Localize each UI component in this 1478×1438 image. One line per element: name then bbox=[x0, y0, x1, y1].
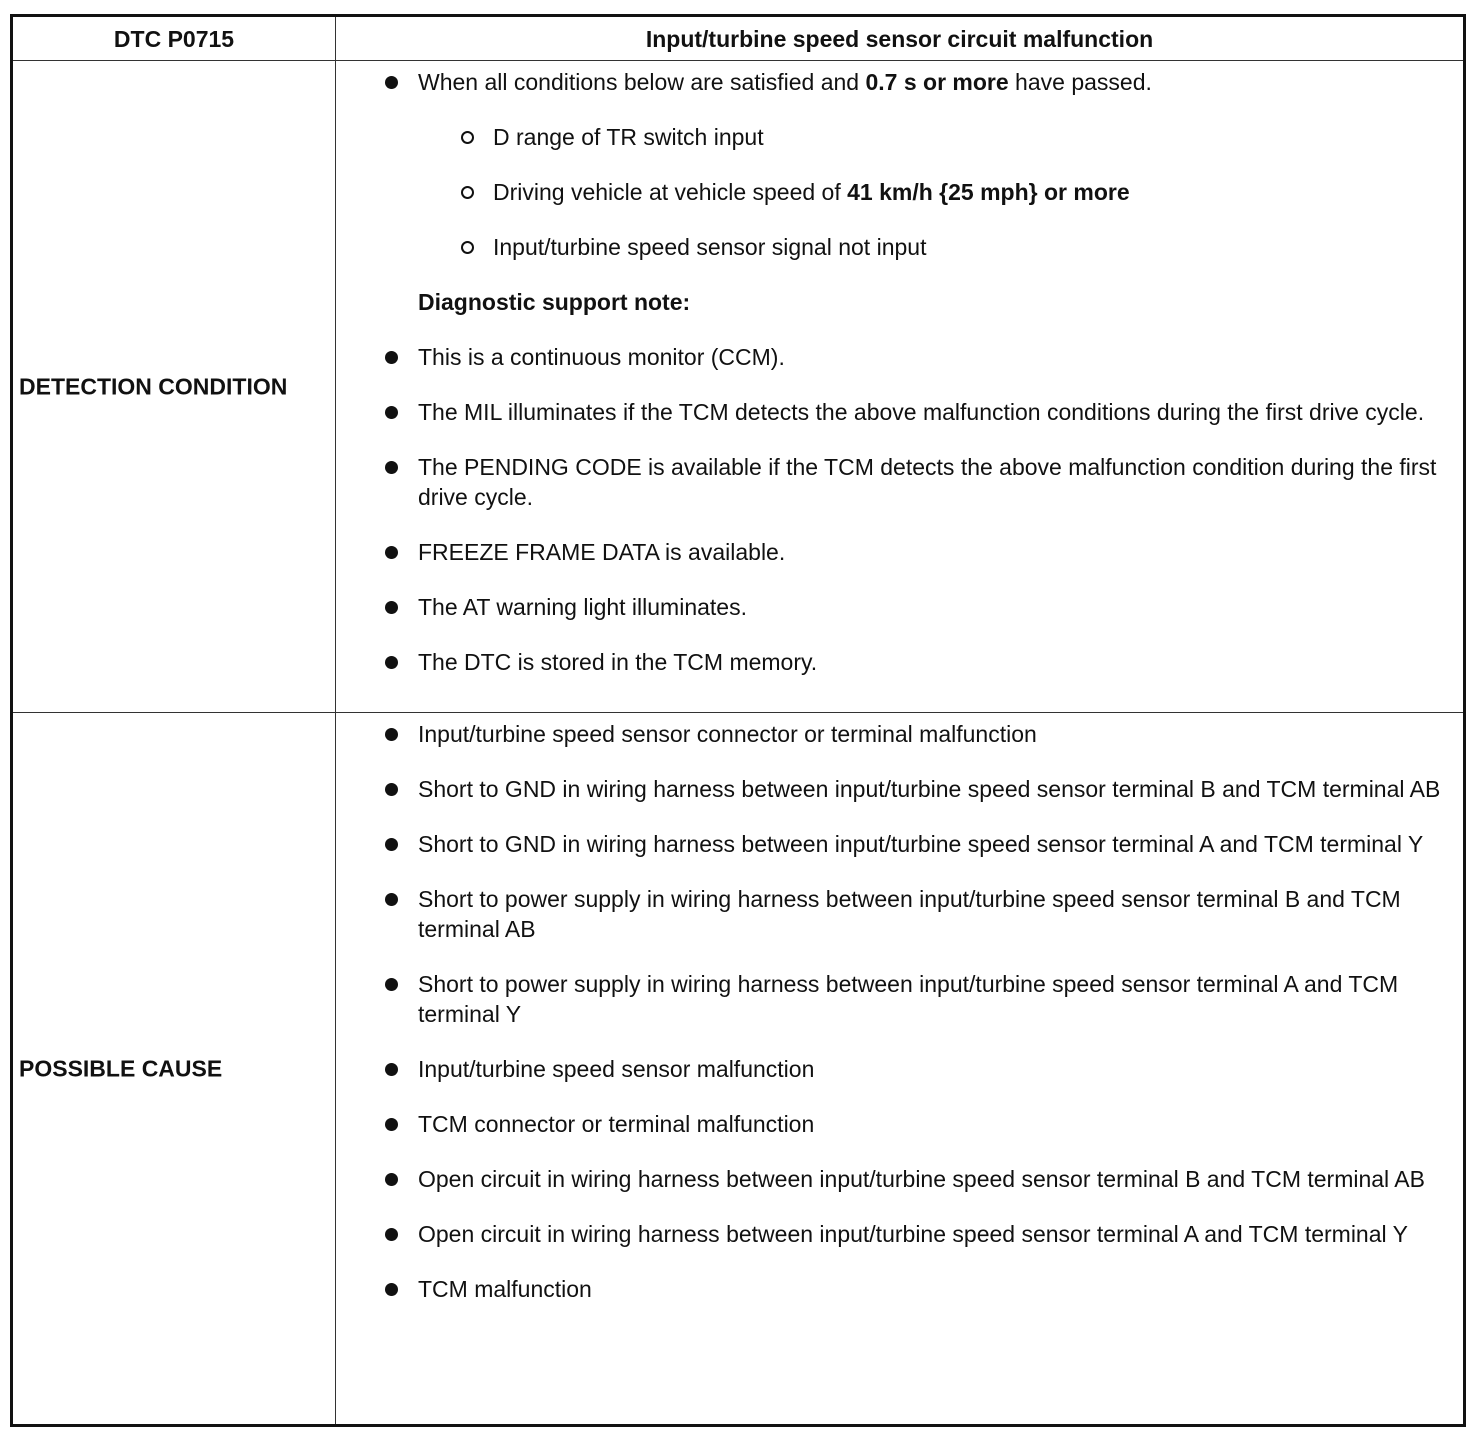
cause-item bbox=[383, 1054, 1443, 1084]
cause-text: Short to power supply in wiring harness between input/turbine speed sensor terminal B and TCM terminal AB bbox=[418, 886, 1401, 942]
note-text: The DTC is stored in the TCM memory. bbox=[418, 649, 818, 675]
cause-text: Short to GND in wiring harness between input/turbine speed sensor terminal B and TCM terminal AB bbox=[418, 776, 1441, 802]
note-item bbox=[383, 397, 1443, 427]
bullet-icon bbox=[385, 601, 398, 614]
note-item bbox=[383, 592, 1443, 622]
table-header-row bbox=[13, 17, 1463, 61]
cause-text: Open circuit in wiring harness between input/turbine speed sensor terminal A and TCM terminal Y bbox=[418, 1221, 1408, 1247]
circle-bullet-icon bbox=[461, 131, 474, 144]
condition-item bbox=[383, 122, 1443, 152]
bullet-icon bbox=[385, 546, 398, 559]
note-item bbox=[383, 647, 1443, 677]
cause-text: Short to power supply in wiring harness between input/turbine speed sensor terminal A and TCM terminal Y bbox=[418, 971, 1399, 1027]
bullet-icon bbox=[385, 783, 398, 796]
bullet-icon bbox=[385, 656, 398, 669]
intro-text-before: When all conditions below are satisfied and bbox=[418, 69, 866, 95]
cause-text: Short to GND in wiring harness between input/turbine speed sensor terminal A and TCM terminal Y bbox=[418, 831, 1424, 857]
cause-item bbox=[383, 1164, 1443, 1194]
note-item bbox=[383, 537, 1443, 567]
condition-text: Input/turbine speed sensor signal not input bbox=[493, 234, 927, 260]
bullet-icon bbox=[385, 1283, 398, 1296]
note-item bbox=[383, 452, 1443, 512]
detection-intro bbox=[383, 67, 1443, 97]
cause-text: Input/turbine speed sensor connector or terminal malfunction bbox=[418, 721, 1037, 747]
cause-item bbox=[383, 774, 1443, 804]
condition-item bbox=[383, 177, 1443, 207]
bullet-icon bbox=[385, 351, 398, 364]
dtc-title: Input/turbine speed sensor circuit malfunction bbox=[645, 26, 1154, 52]
bullet-icon bbox=[385, 1228, 398, 1241]
note-text: The PENDING CODE is available if the TCM detects the above malfunction condition during the first drive cycle. bbox=[418, 454, 1437, 510]
bullet-icon bbox=[385, 461, 398, 474]
bullet-icon bbox=[385, 1173, 398, 1186]
bullet-icon bbox=[385, 978, 398, 991]
bullet-icon bbox=[385, 1118, 398, 1131]
condition-text: D range of TR switch input bbox=[493, 124, 764, 150]
cause-item bbox=[383, 1274, 1443, 1304]
bullet-icon bbox=[385, 728, 398, 741]
note-text: The MIL illuminates if the TCM detects the above malfunction conditions during the first drive cycle. bbox=[418, 399, 1425, 425]
bullet-icon bbox=[385, 406, 398, 419]
bullet-icon bbox=[385, 893, 398, 906]
cause-item bbox=[383, 884, 1443, 944]
condition-text: Driving vehicle at vehicle speed of bbox=[493, 179, 848, 205]
cause-text: TCM connector or terminal malfunction bbox=[418, 1111, 815, 1137]
detection-condition-label: DETECTION CONDITION bbox=[19, 373, 288, 399]
bullet-icon bbox=[385, 838, 398, 851]
possible-cause-label: POSSIBLE CAUSE bbox=[19, 1055, 223, 1081]
condition-text-bold: 41 km/h {25 mph} or more bbox=[847, 179, 1130, 205]
cause-item bbox=[383, 969, 1443, 1029]
circle-bullet-icon bbox=[461, 186, 474, 199]
cause-item bbox=[383, 829, 1443, 859]
note-item bbox=[383, 342, 1443, 372]
dtc-code: DTC P0715 bbox=[113, 26, 235, 52]
cause-text: TCM malfunction bbox=[418, 1276, 592, 1302]
possible-cause-content bbox=[383, 719, 1443, 1329]
condition-item bbox=[383, 232, 1443, 262]
note-text: This is a continuous monitor (CCM). bbox=[418, 344, 785, 370]
cause-text: Open circuit in wiring harness between input/turbine speed sensor terminal B and TCM terminal AB bbox=[418, 1166, 1425, 1192]
dtc-table bbox=[10, 14, 1466, 1427]
cause-item bbox=[383, 1219, 1443, 1249]
bullet-icon bbox=[385, 1063, 398, 1076]
detection-condition-row bbox=[13, 61, 1463, 713]
intro-text-bold: 0.7 s or more bbox=[865, 69, 1009, 95]
cause-text: Input/turbine speed sensor malfunction bbox=[418, 1056, 815, 1082]
bullet-icon bbox=[385, 76, 398, 89]
note-text: The AT warning light illuminates. bbox=[418, 594, 747, 620]
cause-item bbox=[383, 719, 1443, 749]
circle-bullet-icon bbox=[461, 241, 474, 254]
note-text: FREEZE FRAME DATA is available. bbox=[418, 539, 786, 565]
cause-item bbox=[383, 1109, 1443, 1139]
diagnostic-note-title: Diagnostic support note: bbox=[418, 289, 691, 315]
possible-cause-row bbox=[13, 713, 1463, 1424]
intro-text-after: have passed. bbox=[1008, 69, 1152, 95]
detection-condition-content bbox=[383, 67, 1443, 702]
